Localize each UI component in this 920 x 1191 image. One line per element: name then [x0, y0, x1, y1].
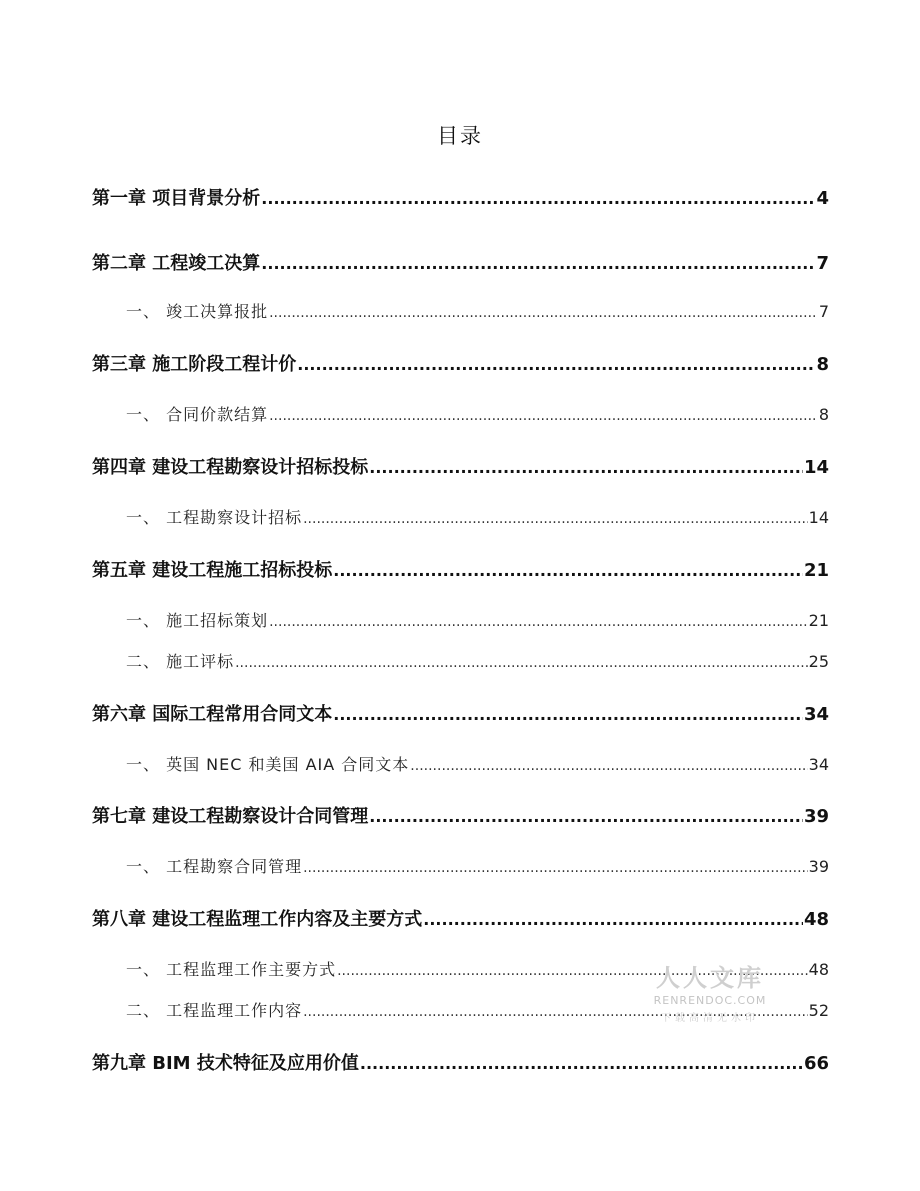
toc-entry-chapter-1[interactable]: [92, 184, 829, 210]
dot-leader: [297, 355, 815, 374]
toc-entry-label: 第九章 BIM 技术特征及应用价值: [92, 1053, 359, 1074]
toc-entry-label: 第六章 国际工程常用合同文本: [92, 704, 333, 725]
toc-entry-page: 52: [808, 1001, 829, 1020]
toc-entry-page: 48: [803, 909, 829, 930]
toc-entry-page: 14: [803, 457, 829, 478]
dot-leader: [261, 189, 815, 208]
toc-entry-section[interactable]: [126, 752, 829, 775]
toc-entry-page: 39: [803, 806, 829, 827]
toc-entry-chapter-9[interactable]: [92, 1049, 829, 1075]
toc-entry-chapter-7[interactable]: [92, 802, 829, 828]
toc-entry-page: 21: [803, 560, 829, 581]
toc-entry-page: 39: [808, 857, 829, 876]
toc-entry-chapter-5[interactable]: [92, 556, 829, 582]
dot-leader: [303, 860, 808, 876]
toc-entry-page: 14: [808, 508, 829, 527]
toc-entry-chapter-4[interactable]: [92, 453, 829, 479]
toc-entry-page: 21: [808, 611, 829, 630]
toc-entry-page: 7: [818, 302, 829, 321]
dot-leader: [333, 561, 803, 580]
toc-entry-label: 第八章 建设工程监理工作内容及主要方式: [92, 909, 423, 930]
dot-leader: [369, 807, 803, 826]
dot-leader: [235, 655, 808, 671]
watermark-domain: RENRENDOC.COM: [653, 994, 767, 1007]
toc-entry-label: 第七章 建设工程勘察设计合同管理: [92, 806, 369, 827]
dot-leader: [333, 705, 803, 724]
toc-entry-label: 一、 工程勘察合同管理: [126, 857, 303, 876]
toc-entry-chapter-3[interactable]: [92, 350, 829, 376]
toc-entry-page: 66: [803, 1053, 829, 1074]
toc-entry-page: 8: [818, 405, 829, 424]
dot-leader: [423, 910, 803, 929]
toc-entry-label: 第一章 项目背景分析: [92, 188, 261, 209]
toc-entry-label: 第四章 建设工程勘察设计招标投标: [92, 457, 369, 478]
toc-entry-page: 8: [816, 354, 829, 375]
toc-entry-chapter-6[interactable]: [92, 700, 829, 726]
toc-entry-page: 48: [808, 960, 829, 979]
dot-leader: [269, 305, 818, 321]
dot-leader: [410, 758, 807, 774]
toc-entry-label: 一、 英国 NEC 和美国 AIA 合同文本: [126, 755, 410, 774]
toc-entry-label: 一、 施工招标策划: [126, 611, 269, 630]
dot-leader: [303, 511, 808, 527]
toc-entry-section[interactable]: [126, 505, 829, 528]
toc-entry-label: 一、 工程勘察设计招标: [126, 508, 303, 527]
toc-entry-section[interactable]: [126, 649, 829, 672]
watermark-tagline: 下载高清无水印: [661, 1013, 759, 1024]
toc-entry-section[interactable]: [126, 854, 829, 877]
dot-leader: [269, 408, 818, 424]
dot-leader: [261, 254, 815, 273]
toc-entry-section[interactable]: [126, 998, 829, 1021]
toc-entry-label: 二、 工程监理工作内容: [126, 1001, 303, 1020]
dot-leader: [303, 1004, 808, 1020]
toc-entry-label: 第三章 施工阶段工程计价: [92, 354, 297, 375]
dot-leader: [369, 458, 803, 477]
toc-entry-page: 34: [803, 704, 829, 725]
dot-leader: [269, 614, 808, 630]
toc-entry-label: 第五章 建设工程施工招标投标: [92, 560, 333, 581]
toc-entry-section[interactable]: [126, 299, 829, 322]
toc-entry-label: 第二章 工程竣工决算: [92, 253, 261, 274]
toc-entry-page: 4: [816, 188, 829, 209]
dot-leader: [360, 1054, 803, 1073]
toc-entry-section[interactable]: [126, 608, 829, 631]
toc-title: 目录: [437, 124, 483, 148]
toc-entry-label: 一、 竣工决算报批: [126, 302, 269, 321]
toc-entry-page: 25: [808, 652, 829, 671]
toc-entry-label: 二、 施工评标: [126, 652, 235, 671]
toc-entry-page: 34: [808, 755, 829, 774]
toc-entry-section[interactable]: [126, 402, 829, 425]
toc-entry-page: 7: [816, 253, 829, 274]
dot-leader: [337, 963, 808, 979]
toc-entry-chapter-2[interactable]: [92, 249, 829, 275]
toc-entry-section[interactable]: [126, 957, 829, 980]
toc-entry-label: 一、 合同价款结算: [126, 405, 269, 424]
toc-entry-label: 一、 工程监理工作主要方式: [126, 960, 337, 979]
watermark-brand: 人人文库: [656, 964, 764, 992]
toc-entry-chapter-8[interactable]: [92, 905, 829, 931]
